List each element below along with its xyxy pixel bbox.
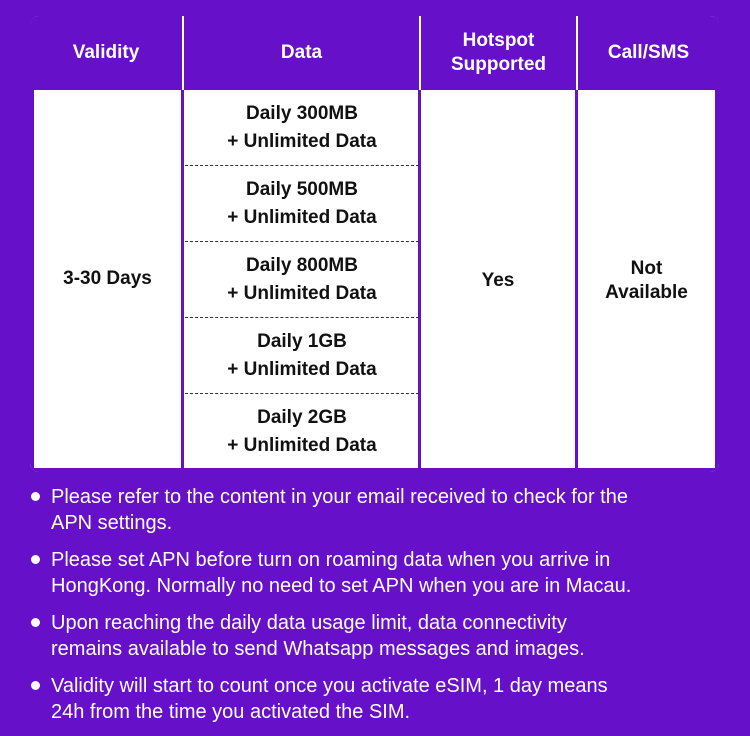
bullet-icon xyxy=(31,555,40,564)
column-divider xyxy=(181,90,184,472)
bullet-icon xyxy=(31,681,40,690)
note-item xyxy=(30,484,720,536)
header-divider xyxy=(576,16,578,90)
validity-value: 3-30 Days xyxy=(63,268,152,289)
data-plan-extra: + Unlimited Data xyxy=(227,206,377,228)
note-line: Please set APN before turn on roaming data when you arrive in xyxy=(51,549,611,571)
validity-cell xyxy=(34,90,181,468)
table-frame-right xyxy=(715,16,719,472)
header-hotspot-label-1: Hotspot xyxy=(462,30,535,51)
table-header xyxy=(30,16,719,90)
note-item xyxy=(30,673,720,725)
note-line: 24h from the time you activated the SIM. xyxy=(51,701,411,723)
note-line: Please refer to the content in your email received to check for the xyxy=(51,486,628,508)
data-plan-extra: + Unlimited Data xyxy=(227,282,377,304)
data-plan-cell xyxy=(185,394,419,470)
call-sms-value-2: Available xyxy=(605,282,688,303)
call-sms-cell xyxy=(578,90,715,472)
header-data-label: Data xyxy=(280,42,323,63)
note-line: HongKong. Normally no need to set APN when you are in Macau. xyxy=(51,575,632,597)
note-line: Upon reaching the daily data usage limit, data connectivity xyxy=(51,612,567,634)
data-plan-amount: Daily 500MB xyxy=(246,178,358,200)
header-hotspot-label-2: Supported xyxy=(451,54,546,75)
plan-table xyxy=(30,16,719,472)
data-plan-cell xyxy=(185,90,419,166)
header-call-sms-label: Call/SMS xyxy=(607,42,690,63)
data-plan-amount: Daily 300MB xyxy=(246,102,358,124)
header-call-sms xyxy=(578,16,719,90)
notes-list xyxy=(30,484,720,736)
note-item xyxy=(30,547,720,599)
data-plan-extra: + Unlimited Data xyxy=(227,358,377,380)
bullet-icon xyxy=(31,618,40,627)
data-plan-cell xyxy=(185,318,419,394)
note-line: Validity will start to count once you activate eSIM, 1 day means xyxy=(51,675,608,697)
bullet-icon xyxy=(31,492,40,501)
header-divider xyxy=(182,16,184,90)
hotspot-value: Yes xyxy=(481,270,515,291)
data-plan-amount: Daily 800MB xyxy=(246,254,358,276)
hotspot-cell xyxy=(421,90,575,472)
header-validity-label: Validity xyxy=(72,42,140,63)
call-sms-value-1: Not xyxy=(630,258,663,279)
header-validity xyxy=(30,16,182,90)
header-hotspot xyxy=(421,16,576,90)
data-plan-extra: + Unlimited Data xyxy=(227,130,377,152)
data-plan-cell xyxy=(185,242,419,318)
note-item xyxy=(30,610,720,662)
data-plan-amount: Daily 1GB xyxy=(257,330,347,352)
header-divider xyxy=(419,16,421,90)
note-line: APN settings. xyxy=(51,512,173,534)
note-line: remains available to send Whatsapp messages and images. xyxy=(51,638,585,660)
data-plan-cell xyxy=(185,166,419,242)
data-plan-extra: + Unlimited Data xyxy=(227,435,377,456)
header-data xyxy=(184,16,419,90)
data-plan-amount: Daily 2GB xyxy=(257,407,347,428)
